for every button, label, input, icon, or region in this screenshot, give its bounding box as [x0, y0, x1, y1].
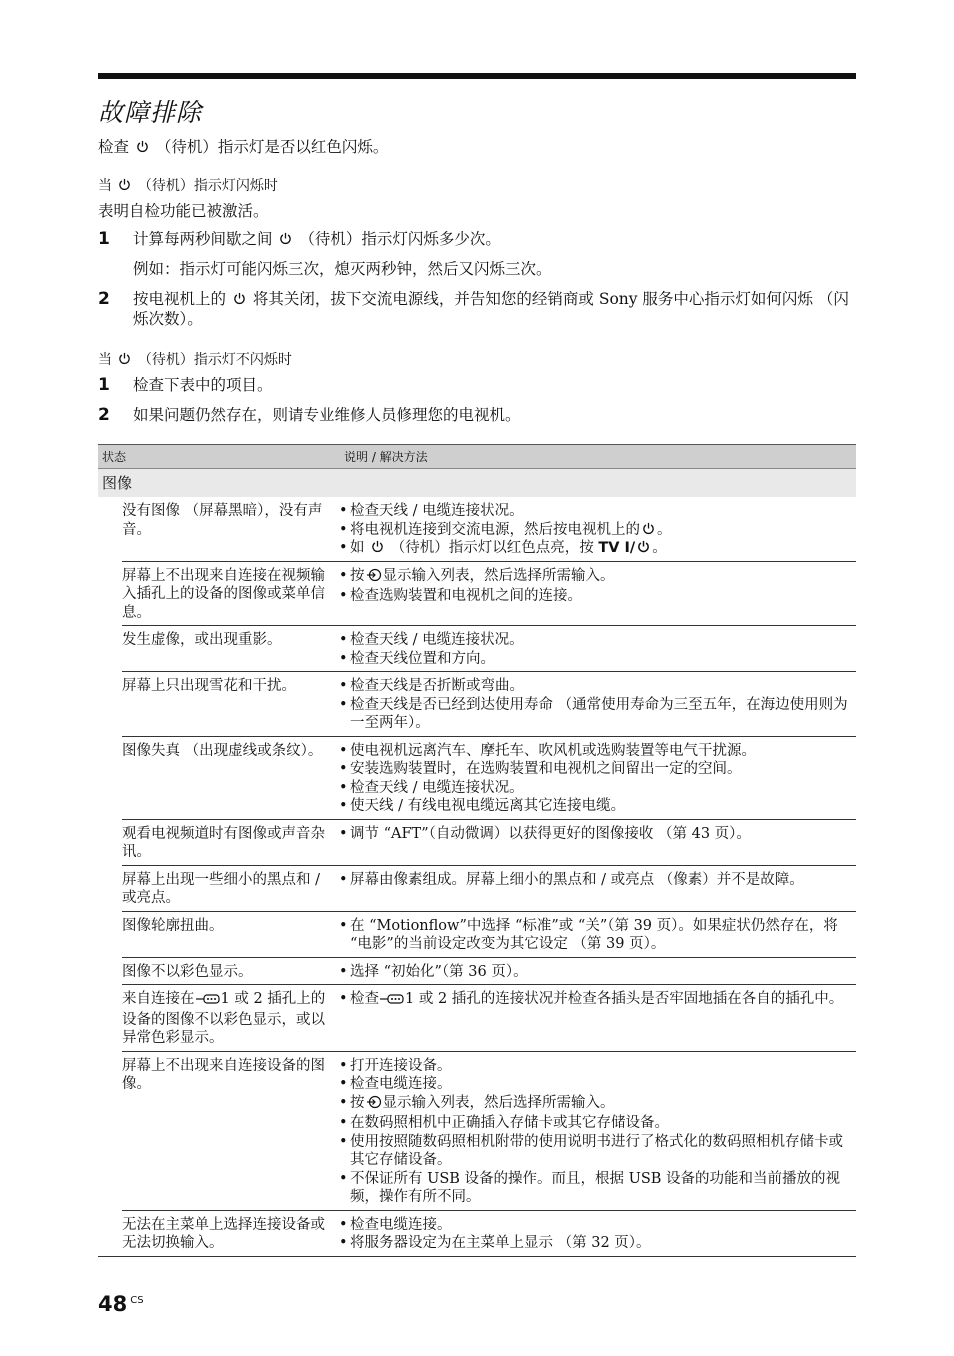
- flashing-heading-after: （待机）指示灯闪烁时: [137, 178, 278, 194]
- step2-after: 将其关闭，拔下交流电源线，并告知您的经销商或 Sony 服务中心指示灯如何闪烁 （闪烁次数）。: [133, 290, 849, 328]
- row-state: 屏幕上只出现雪花和干扰。: [122, 678, 296, 694]
- solution-text: 显示输入列表，然后选择所需输入。: [382, 1094, 615, 1111]
- power-icon: [371, 540, 384, 553]
- solution-item: • 屏幕由像素组成。屏幕上细小的黑点和 / 或亮点 （像素）并不是故障。: [338, 871, 856, 890]
- flashing-heading: [98, 177, 856, 195]
- solution-text: 将电视机连接到交流电源，然后按电视机上的: [350, 521, 640, 538]
- step-number: 1: [98, 375, 110, 395]
- page-title: 故障排除: [98, 98, 203, 127]
- row-solution: [338, 677, 856, 733]
- solution-item: • 在 “Motionflow”中选择 “标准”或 “关”（第 39 页）。如果症状仍然存在，将 “电影”的当前设定改变为其它设定 （第 39 页）。: [338, 917, 856, 954]
- row-solution: [338, 1057, 856, 1207]
- power-icon: [118, 178, 131, 191]
- step-text: 检查下表中的项目。: [133, 376, 273, 394]
- row-state: 发生虚像，或出现重影。: [122, 632, 282, 648]
- table-row: [122, 497, 856, 561]
- step-text: [133, 289, 856, 329]
- col-state-header: 状态: [102, 450, 127, 464]
- state-text: 来自连接在: [122, 991, 195, 1007]
- troubleshooting-table: [98, 444, 856, 1257]
- power-icon: [233, 292, 246, 305]
- flashing-heading-before: 当: [98, 178, 112, 194]
- table-row: [122, 671, 856, 736]
- step-number: 2: [98, 289, 110, 309]
- step1-before: 计算每两秒间歇之间: [133, 230, 273, 248]
- solution-item: • 安装选购装置时，在选购装置和电视机之间留出一定的空间。: [338, 760, 856, 779]
- flashing-step-2: [98, 289, 856, 329]
- input-select-icon: [366, 568, 382, 588]
- power-icon: [279, 232, 292, 245]
- solution-item: • 检查天线 / 电缆连接状况。: [338, 502, 856, 521]
- solution-item: • 不保证所有 USB 设备的操作。而且，根据 USB 设备的功能和当前播放的视频，操作有所不同。: [338, 1170, 856, 1207]
- solution-item: • 检查天线位置和方向。: [338, 650, 856, 669]
- not-flashing-step-2: [98, 405, 856, 425]
- intro-after: （待机）指示灯是否以红色闪烁。: [155, 138, 389, 156]
- power-icon: [136, 140, 149, 153]
- solution-item: • 如 （待机）指示灯以红色点亮，按 TV I/ 。: [338, 539, 856, 558]
- manual-page: [98, 73, 856, 1257]
- table-bottom-rule: [98, 1256, 856, 1257]
- component-input-icon: [380, 992, 404, 1011]
- row-state: 图像轮廓扭曲。: [122, 917, 224, 934]
- solution-text: （待机）指示灯以红色点亮，按: [390, 540, 594, 556]
- not-flashing-heading-before: 当: [98, 352, 112, 368]
- row-state: 观看电视频道时有图像或声音杂讯。: [122, 825, 325, 860]
- solution-item: • 将服务器设定为在主菜单上显示 （第 32 页）。: [338, 1234, 856, 1253]
- solution-item: • 检查天线是否已经到达使用寿命 （通常使用寿命为三至五年，在海边使用则为一至两年）。: [338, 696, 856, 733]
- solution-item: • 使电视机远离汽车、摩托车、吹风机或选购装置等电气干扰源。: [338, 742, 856, 761]
- flashing-step-1: [98, 229, 856, 249]
- tv-power-key: [598, 540, 635, 556]
- row-solution: [338, 567, 856, 623]
- row-solution: [338, 917, 856, 954]
- language-code: CS: [130, 1295, 144, 1306]
- input-select-icon: [366, 1095, 382, 1115]
- solution-item: • 打开连接设备。: [338, 1057, 856, 1076]
- solution-item: • 使天线 / 有线电视电缆远离其它连接电缆。: [338, 797, 856, 816]
- step2-before: 按电视机上的: [133, 290, 227, 308]
- row-state: 无法在主菜单上选择连接设备或无法切换输入。: [122, 1216, 325, 1251]
- power-icon: [118, 352, 131, 365]
- solution-text: 如: [350, 540, 365, 556]
- table-row: [122, 1210, 856, 1256]
- state-text: 1 或 2 插孔上的设备的图像不以彩色显示，或以异常色彩显示。: [122, 991, 326, 1046]
- power-icon: [642, 522, 655, 535]
- solution-item: • 调节 “AFT”（自动微调）以获得更好的图像接收 （第 43 页）。: [338, 825, 856, 844]
- step-text: [133, 229, 856, 249]
- col-solution-header: 说明 / 解决方法: [344, 450, 428, 464]
- step-text: 如果问题仍然存在，则请专业维修人员修理您的电视机。: [133, 406, 521, 424]
- row-solution: [338, 1216, 856, 1253]
- table-row: [122, 736, 856, 819]
- table-row: [122, 625, 856, 671]
- solution-item: • 检查天线 / 电缆连接状况。: [338, 779, 856, 798]
- not-flashing-heading: [98, 351, 856, 369]
- table-header: [98, 445, 856, 469]
- table-section-picture: 图像: [98, 469, 856, 497]
- solution-text: 显示输入列表，然后选择所需输入。: [382, 567, 615, 584]
- row-state: 没有图像 （屏幕黑暗），没有声音。: [122, 503, 323, 538]
- row-state: 图像失真 （出现虚线或条纹）。: [122, 742, 323, 759]
- top-rule: [98, 73, 856, 79]
- not-flashing-heading-after: （待机）指示灯不闪烁时: [137, 352, 292, 368]
- solution-item: • 使用按照随数码照相机附带的使用说明书进行了格式化的数码照相机存储卡或其它存储设备。: [338, 1133, 856, 1170]
- flashing-desc: 表明自检功能已被激活。: [98, 202, 269, 220]
- solution-item: • 将电视机连接到交流电源，然后按电视机上的 。: [338, 521, 856, 540]
- solution-item: • 检查选购装置和电视机之间的连接。: [338, 587, 856, 606]
- row-state: 图像不以彩色显示。: [122, 963, 253, 980]
- row-solution: [338, 963, 856, 982]
- row-solution: [338, 742, 856, 816]
- table-row: [122, 984, 856, 1051]
- step-number: 2: [98, 405, 110, 425]
- row-state: 屏幕上不出现来自连接设备的图像。: [122, 1057, 325, 1092]
- row-solution: [338, 825, 856, 862]
- table-row: [122, 865, 856, 911]
- step-number: 1: [98, 229, 110, 249]
- intro-text: [98, 137, 856, 157]
- page-number: 48: [98, 1292, 128, 1316]
- table-row: [122, 1051, 856, 1210]
- component-input-icon: [196, 992, 220, 1011]
- solution-item: [338, 567, 856, 588]
- solution-item: • 在数码照相机中正确插入存储卡或其它存储设备。: [338, 1114, 856, 1133]
- table-row: [122, 911, 856, 957]
- solution-item: [338, 990, 856, 1011]
- not-flashing-step-1: [98, 375, 856, 395]
- row-state: [122, 990, 338, 1048]
- solution-item: • 检查天线是否折断或弯曲。: [338, 677, 856, 696]
- solution-text: 按: [350, 1094, 365, 1111]
- solution-item: • 检查电缆连接。: [338, 1216, 856, 1235]
- row-solution: [338, 631, 856, 668]
- power-icon: [637, 540, 650, 553]
- row-solution: [338, 990, 856, 1048]
- table-row: [122, 957, 856, 985]
- solution-item: • 检查电缆连接。: [338, 1075, 856, 1094]
- solution-text: 检查: [350, 991, 379, 1007]
- solution-item: • 检查天线 / 电缆连接状况。: [338, 631, 856, 650]
- solution-text: 1 或 2 插孔的连接状况并检查各插头是否牢固地插在各自的插孔中。: [405, 991, 844, 1007]
- solution-item: [338, 1094, 856, 1115]
- row-solution: [338, 502, 856, 558]
- page-footer: [98, 1292, 144, 1316]
- row-solution: [338, 871, 856, 908]
- table-row: [122, 819, 856, 865]
- row-state: 屏幕上出现一些细小的黑点和 / 或亮点。: [122, 871, 320, 906]
- intro-before: 检查: [98, 138, 130, 156]
- flashing-example: 例如：指示灯可能闪烁三次，熄灭两秒钟，然后又闪烁三次。: [133, 260, 552, 278]
- tv-key-label: TV: [598, 540, 620, 556]
- row-state: 屏幕上不出现来自连接在视频输入插孔上的设备的图像或菜单信息。: [122, 567, 325, 621]
- step1-after: （待机）指示灯闪烁多少次。: [299, 230, 501, 248]
- solution-item: • 选择 “初始化”（第 36 页）。: [338, 963, 856, 982]
- table-row: [122, 561, 856, 626]
- tv-key-sep: I/: [624, 540, 636, 556]
- solution-text: 按: [350, 567, 365, 584]
